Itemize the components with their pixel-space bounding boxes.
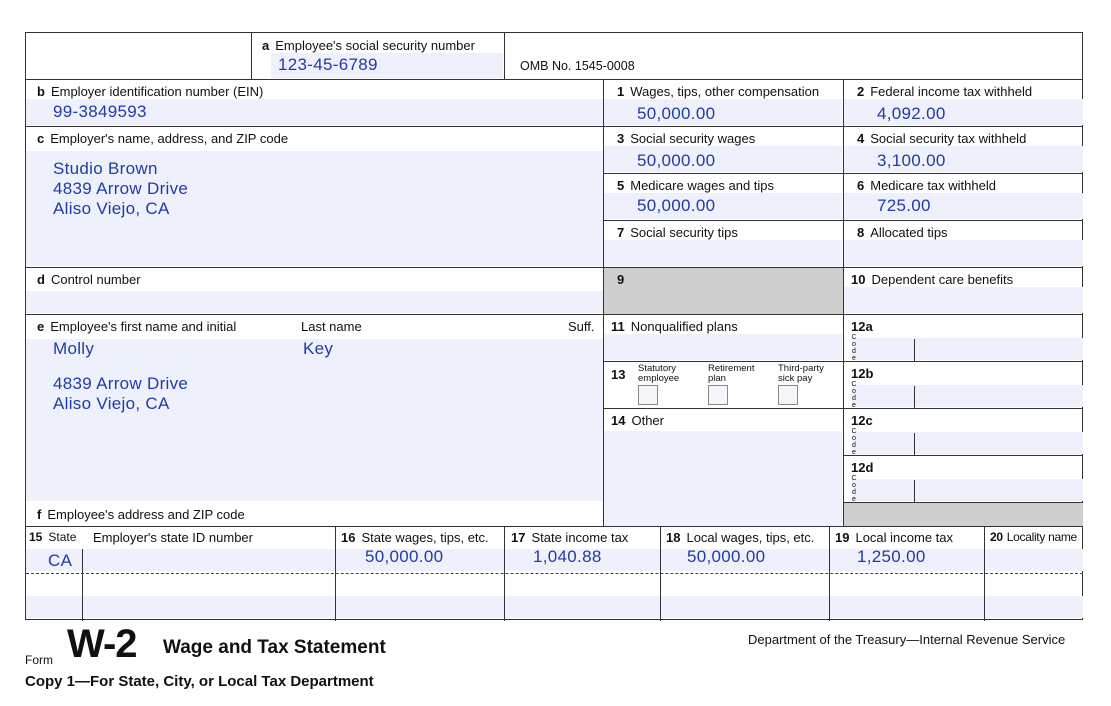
box6-value: 725.00 — [877, 196, 931, 215]
box1-label: 1 Wages, tips, other compensation — [617, 84, 820, 99]
copy-designation: Copy 1—For State, City, or Local Tax Department — [25, 673, 374, 690]
control-number-field[interactable] — [26, 291, 603, 313]
state-row2-field[interactable] — [26, 596, 1083, 618]
box8-label: 8 Allocated tips — [857, 225, 948, 240]
employee-street: 4839 Arrow Drive — [53, 374, 189, 393]
box12b-label: 12b — [851, 366, 874, 381]
employer-name: Studio Brown — [53, 159, 158, 178]
box18-value: 50,000.00 — [687, 547, 766, 566]
box12d-code-label: C o d e — [851, 475, 857, 503]
box16-label: 16 State wages, tips, etc. — [341, 530, 489, 545]
box19-value: 1,250.00 — [857, 547, 926, 566]
box17-value: 1,040.88 — [533, 547, 602, 566]
box18-label: 18 Local wages, tips, etc. — [666, 530, 815, 545]
box10-label: 10 Dependent care benefits — [851, 272, 1014, 287]
box-f-label: f Employee's address and ZIP code — [37, 507, 245, 522]
box-e-label: e Employee's first name and initial — [37, 319, 237, 334]
agency-name: Department of the Treasury—Internal Revenue Service — [748, 632, 1066, 647]
box14-label: 14 Other — [611, 413, 664, 428]
box12c-code-label: C o d e — [851, 428, 857, 456]
state-id-label: Employer's state ID number — [93, 530, 253, 545]
employee-field[interactable] — [26, 339, 603, 501]
box12c-label: 12c — [851, 413, 873, 428]
box4-value: 3,100.00 — [877, 151, 946, 170]
box3-value: 50,000.00 — [637, 151, 716, 170]
box-b-label: b Employer identification number (EIN) — [37, 84, 264, 99]
box12c-field[interactable] — [852, 432, 1083, 454]
box12d-label: 12d — [851, 460, 874, 475]
box12-shaded — [844, 502, 1083, 526]
retirement-plan-checkbox[interactable] — [708, 385, 728, 405]
form-w2-title: W-2 — [67, 622, 137, 666]
last-name-label: Last name — [301, 319, 362, 334]
box11-label: 11 Nonqualified plans — [611, 319, 738, 334]
box7-label: 7 Social security tips — [617, 225, 738, 240]
box3-label: 3 Social security wages — [617, 131, 756, 146]
box-a-label: a Employee's social security number — [262, 38, 475, 53]
retirement-plan-label: Retirement plan — [708, 363, 755, 384]
state-value: CA — [48, 551, 73, 570]
box12a-label: 12a — [851, 319, 873, 334]
box12a-field[interactable] — [852, 338, 1083, 360]
w2-form — [25, 32, 1083, 620]
box-c-label: c Employer's name, address, and ZIP code — [37, 131, 289, 146]
box15-label: 15 State — [29, 530, 77, 544]
box20-label: 20 Locality name — [990, 530, 1077, 544]
employer-street: 4839 Arrow Drive — [53, 179, 189, 198]
third-party-sick-pay-checkbox[interactable] — [778, 385, 798, 405]
box12b-code-label: C o d e — [851, 381, 857, 409]
box-d-label: d Control number — [37, 272, 141, 287]
third-party-sick-pay-label: Third-party sick pay — [778, 363, 824, 384]
box19-label: 19 Local income tax — [835, 530, 954, 545]
statutory-employee-label: Statutory employee — [638, 363, 680, 384]
omb-number: OMB No. 1545-0008 — [520, 59, 635, 73]
suffix-label: Suff. — [568, 319, 595, 334]
employee-city: Aliso Viejo, CA — [53, 394, 170, 413]
box9-label: 9 — [617, 272, 625, 287]
box16-value: 50,000.00 — [365, 547, 444, 566]
box12b-field[interactable] — [852, 385, 1083, 407]
box11-field[interactable] — [604, 334, 842, 360]
form-word: Form — [25, 653, 53, 667]
statutory-employee-checkbox[interactable] — [638, 385, 658, 405]
box8-field[interactable] — [844, 240, 1083, 266]
box5-value: 50,000.00 — [637, 196, 716, 215]
ein-value: 99-3849593 — [53, 102, 147, 121]
employee-first-name: Molly — [53, 339, 95, 358]
box12a-code-label: C o d e — [851, 334, 857, 362]
employer-city: Aliso Viejo, CA — [53, 199, 170, 218]
box13-label: 13 — [611, 367, 626, 382]
box2-label: 2 Federal income tax withheld — [857, 84, 1033, 99]
form-subtitle: Wage and Tax Statement — [163, 637, 386, 658]
box5-label: 5 Medicare wages and tips — [617, 178, 775, 193]
box2-value: 4,092.00 — [877, 104, 946, 123]
box9-shaded — [604, 268, 843, 314]
box14-field[interactable] — [604, 431, 842, 526]
ssn-value: 123-45-6789 — [278, 55, 378, 74]
box4-label: 4 Social security tax withheld — [857, 131, 1027, 146]
employee-last-name: Key — [303, 339, 334, 358]
box12d-field[interactable] — [852, 479, 1083, 501]
box17-label: 17 State income tax — [511, 530, 629, 545]
box7-field[interactable] — [604, 240, 842, 266]
box1-value: 50,000.00 — [637, 104, 716, 123]
box6-label: 6 Medicare tax withheld — [857, 178, 996, 193]
box10-field[interactable] — [844, 287, 1083, 313]
